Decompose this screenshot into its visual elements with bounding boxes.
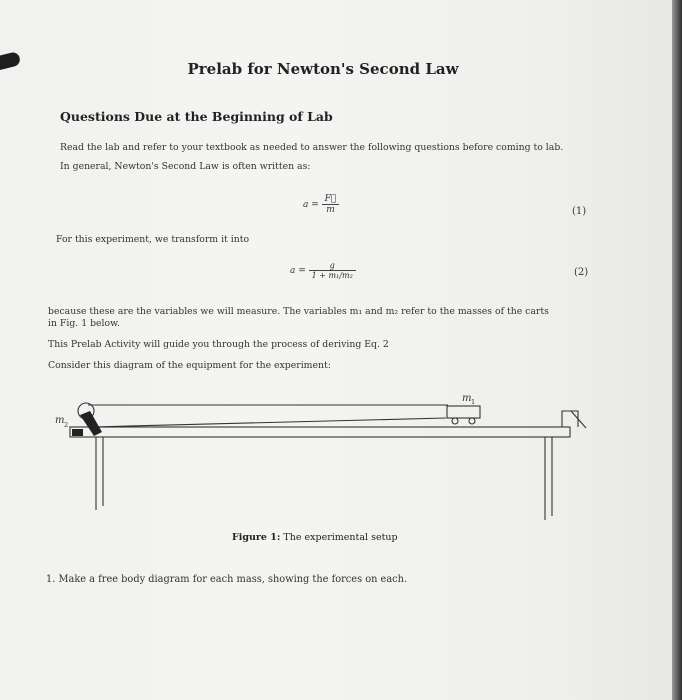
guide-line: This Prelab Activity will guide you through the process of deriving Eq. 2	[48, 339, 389, 350]
label-m1: m	[462, 393, 472, 404]
question-1: 1. Make a free body diagram for each mass, showing the forces on each.	[46, 574, 408, 585]
intro-line-2: In general, Newton's Second Law is often written as:	[60, 161, 311, 172]
label-m2-sub: 2	[64, 421, 69, 429]
page-title: Prelab for Newton's Second Law	[187, 60, 459, 78]
eq1-numerator: F⃗	[324, 194, 337, 204]
figure-caption	[232, 532, 398, 543]
cart-m1	[447, 406, 480, 418]
transform-line: For this experiment, we transform it into	[56, 234, 250, 245]
clamp-block	[80, 411, 102, 436]
figure-caption-text: The experimental setup	[283, 532, 398, 543]
label-m2: m	[55, 415, 65, 426]
eq2-denominator: 1 + m₁/m₂	[309, 270, 356, 280]
end-stop	[562, 411, 586, 428]
eq2-numerator: g	[329, 261, 335, 270]
consider-line: Consider this diagram of the equipment for the experiment:	[48, 360, 331, 371]
because-line-2: in Fig. 1 below.	[48, 318, 120, 329]
eq2-lhs: a =	[290, 266, 306, 276]
section-heading: Questions Due at the Beginning of Lab	[60, 109, 333, 124]
equation-1-number: (1)	[572, 206, 587, 217]
figure-caption-prefix: Figure 1:	[232, 532, 281, 543]
intro-line-1: Read the lab and refer to your textbook as needed to answer the following questions before coming to lab.	[60, 142, 564, 153]
eq1-denominator: m	[322, 204, 340, 215]
cart-wheel-right	[469, 418, 475, 424]
cart-wheel-left	[452, 418, 458, 424]
hanging-mass-m2	[72, 429, 83, 436]
table-top	[70, 427, 570, 437]
eq1-lhs: a =	[303, 200, 319, 210]
equation-2-number: (2)	[574, 267, 589, 278]
label-m1-sub: 1	[471, 398, 476, 406]
because-line-1: because these are the variables we will measure. The variables m₁ and m₂ refer to the masses of the carts	[48, 306, 549, 317]
track-line	[92, 418, 446, 427]
